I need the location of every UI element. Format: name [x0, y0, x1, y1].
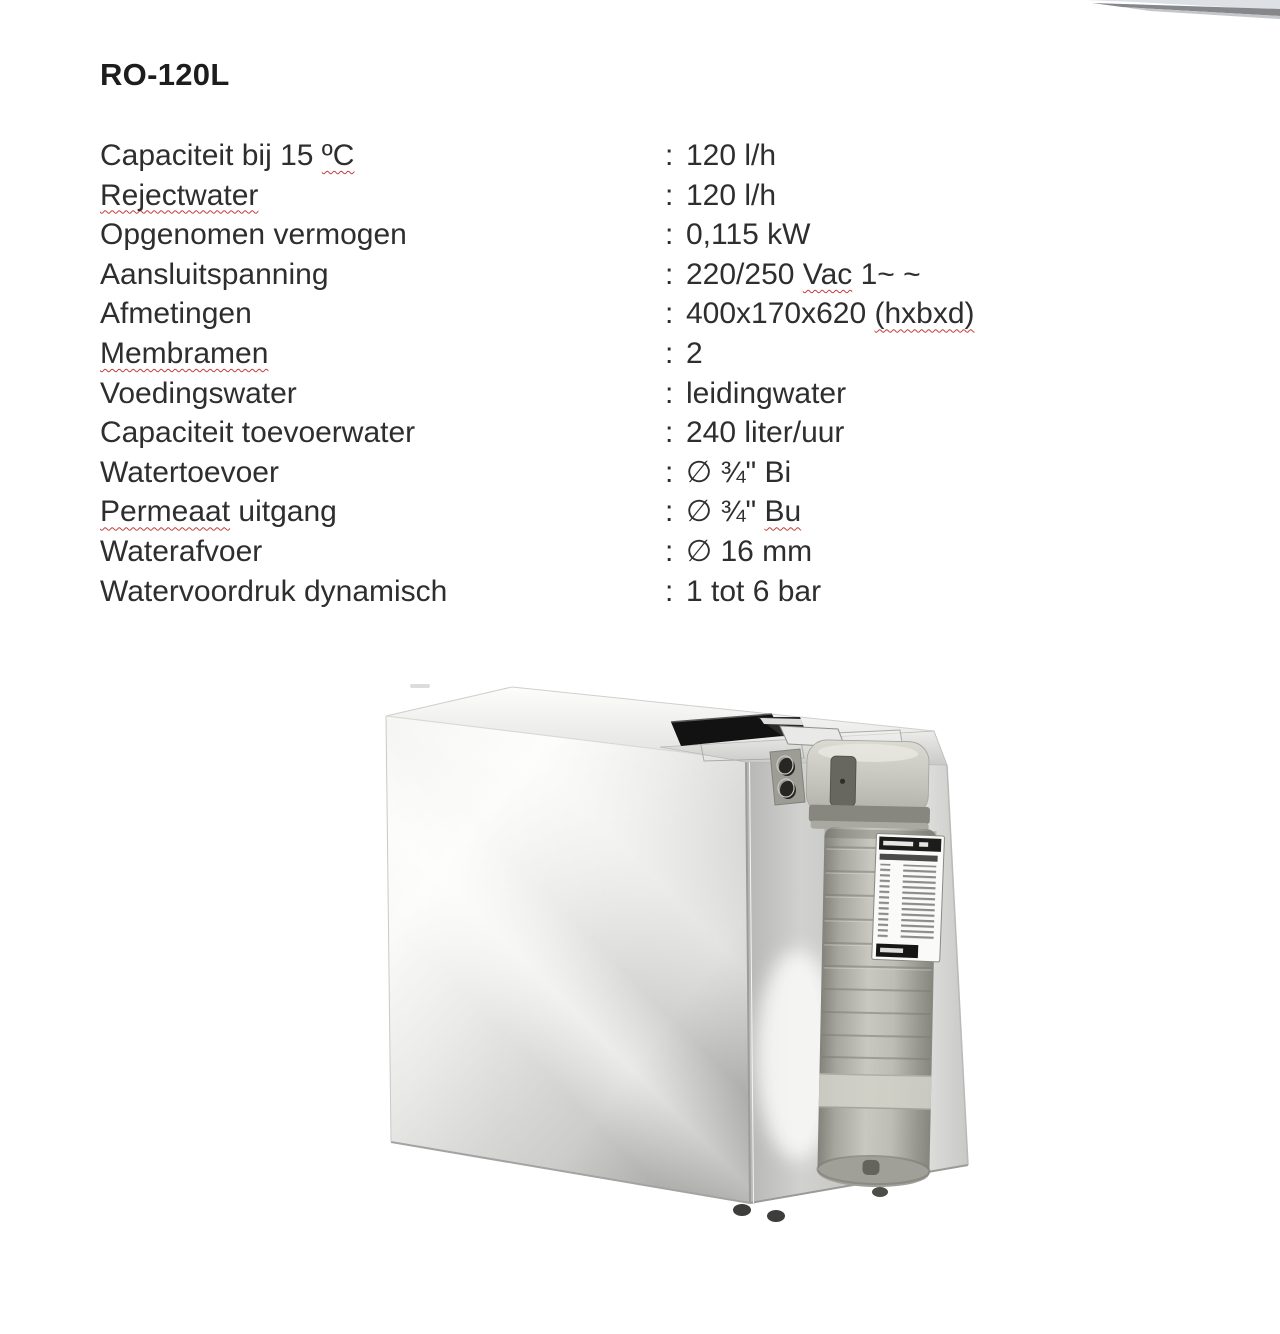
filter-ribs — [822, 847, 934, 1059]
spec-separator: : — [665, 376, 674, 410]
spec-value: 400x170x620 (hxbxd) — [686, 297, 975, 331]
spec-value: 220/250 Vac 1~ ~ — [686, 257, 921, 291]
spec-label: Rejectwater — [100, 178, 259, 212]
spec-row — [100, 413, 1150, 453]
spec-value: leidingwater — [686, 376, 847, 410]
spec-row — [100, 453, 1150, 493]
spec-separator: : — [665, 257, 674, 291]
spec-value: 240 liter/uur — [686, 416, 845, 450]
spec-value: ∅ ¾" Bu — [686, 495, 802, 529]
box-top-deck — [660, 730, 947, 765]
spec-value: ∅ 16 mm — [686, 534, 813, 568]
spec-label: Capaciteit bij 15 ºC — [100, 139, 355, 172]
spec-row — [100, 374, 1150, 414]
box-front-face — [386, 716, 750, 1203]
spec-label: Voedingswater — [100, 376, 297, 410]
spec-label: Permeaat uitgang — [100, 495, 337, 529]
spec-separator: : — [665, 297, 674, 331]
spec-separator: : — [665, 455, 674, 489]
spec-separator: : — [665, 534, 674, 568]
spec-value: 2 — [686, 336, 703, 370]
top-handle — [671, 714, 845, 747]
page-title: RO-120L — [100, 57, 230, 92]
spec-row — [100, 215, 1150, 255]
page-corner-edge — [1085, 0, 1280, 19]
spec-label: Waterafvoer — [100, 534, 263, 568]
spec-separator: : — [665, 178, 674, 212]
spec-value: 1 tot 6 bar — [686, 574, 822, 608]
spec-value: 120 l/h — [686, 178, 777, 212]
box — [386, 687, 968, 1203]
spec-label: Watertoevoer — [100, 455, 279, 489]
box-top-face — [386, 687, 934, 760]
spec-label: Watervoordruk dynamisch — [100, 574, 448, 608]
spec-value: ∅ ¾" Bi — [686, 455, 792, 489]
spec-label: Aansluitspanning — [100, 257, 329, 291]
mounting-bracket — [770, 749, 805, 805]
spec-row — [100, 255, 1150, 295]
spec-row — [100, 294, 1150, 334]
spec-value: 0,115 kW — [686, 218, 811, 252]
box-feet — [733, 1187, 888, 1222]
spec-row — [100, 334, 1150, 374]
spec-row — [100, 492, 1150, 532]
spec-separator: : — [665, 218, 674, 252]
spec-label: Capaciteit toevoerwater — [100, 416, 416, 450]
spec-label: Opgenomen vermogen — [100, 218, 407, 252]
spec-separator: : — [665, 574, 674, 608]
filter-rib-highlights — [824, 849, 934, 970]
spec-label: Afmetingen — [100, 297, 252, 331]
spec-row — [100, 176, 1150, 216]
spec-separator: : — [665, 416, 674, 450]
spec-row — [100, 572, 1150, 612]
spec-separator: : — [665, 495, 674, 529]
spec-label: Membramen — [100, 336, 269, 370]
spec-separator: : — [665, 139, 674, 172]
spec-list — [100, 136, 1150, 611]
spec-separator: : — [665, 336, 674, 370]
box-side-face — [746, 760, 968, 1203]
spec-row — [100, 136, 1150, 176]
filter-cartridge — [798, 740, 946, 1189]
spec-row — [100, 532, 1150, 572]
spec-value: 120 l/h — [686, 139, 777, 172]
filter-label — [872, 833, 945, 962]
